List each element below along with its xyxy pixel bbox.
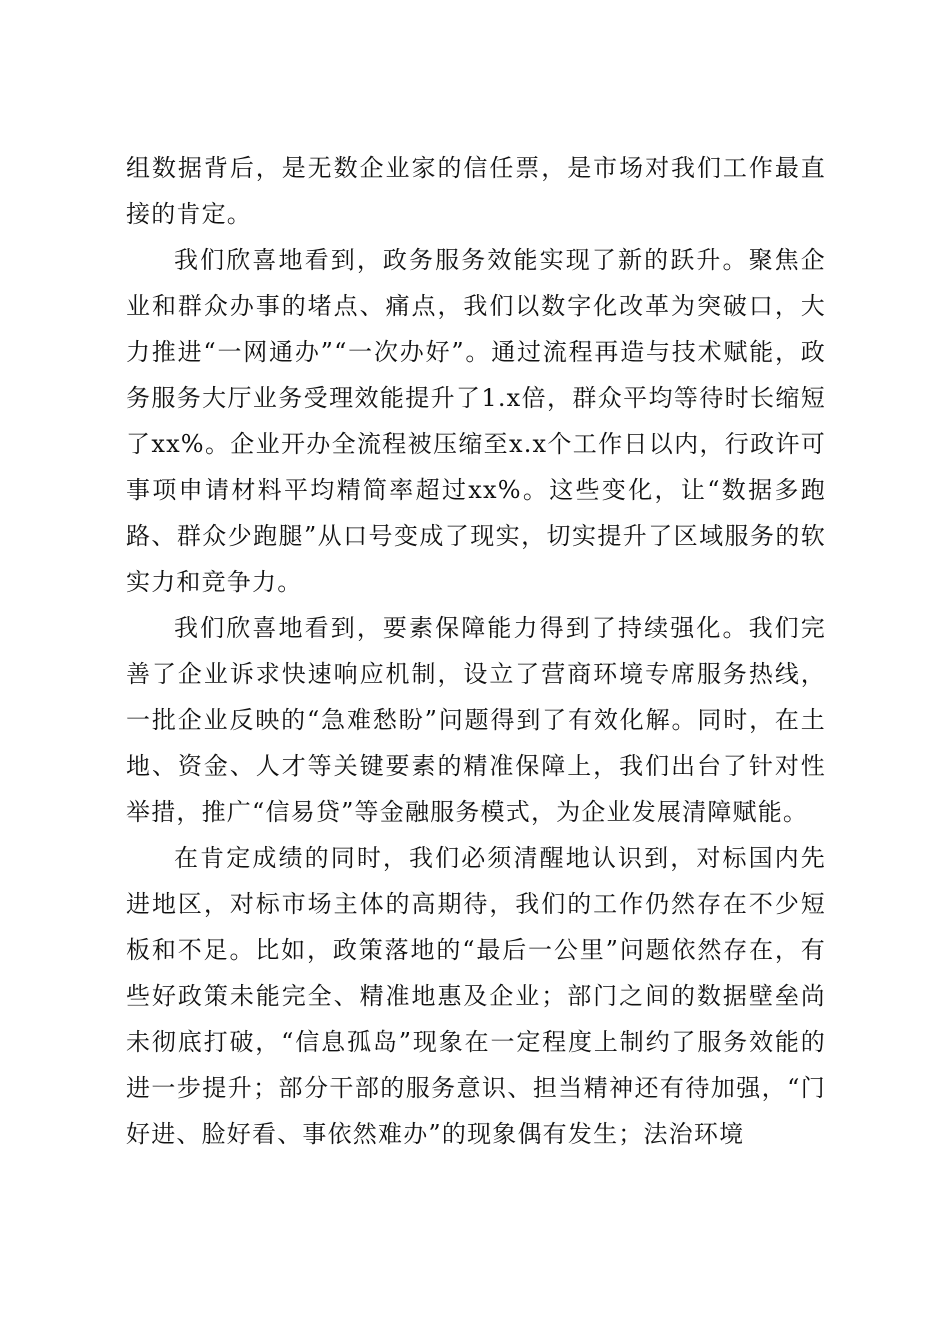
paragraph-factor-guarantee: 我们欣喜地看到，要素保障能力得到了持续强化。我们完善了企业诉求快速响应机制，设立了营商环境专席服务热线，一批企业反映的“急难愁盼”问题得到了有效化解。同时，在土地、资金、人才等关键要素的精准保障上，我们出台了针对性举措，推广“信易贷”等金融服务模式，为企业发展清障赋能。 xyxy=(126,614,826,826)
document-body xyxy=(126,145,826,1157)
paragraph-service-efficiency: 我们欣喜地看到，政务服务效能实现了新的跃升。聚焦企业和群众办事的堵点、痛点，我们以数字化改革为突破口，大力推进“一网通办”“一次办好”。通过流程再造与技术赋能，政务服务大厅业务受理效能提升了1.x倍，群众平均等待时长缩短了xx%。企业开办全流程被压缩至x.x个工作日以内，行政许可事项申请材料平均精简率超过xx%。这些变化，让“数据多跑路、群众少跑腿”从口号变成了现实，切实提升了区域服务的软实力和竞争力。 xyxy=(126,246,826,596)
paragraph-continued: 组数据背后，是无数企业家的信任票，是市场对我们工作最直接的肯定。 xyxy=(126,154,826,228)
paragraph-shortcomings: 在肯定成绩的同时，我们必须清醒地认识到，对标国内先进地区，对标市场主体的高期待，我们的工作仍然存在不少短板和不足。比如，政策落地的“最后一公里”问题依然存在，有些好政策未能完全、精准地惠及企业；部门之间的数据壁垒尚未彻底打破，“信息孤岛”现象在一定程度上制约了服务效能的进一步提升；部分干部的服务意识、担当精神还有待加强，“门好进、脸好看、事依然难办”的现象偶有发生；法治环境 xyxy=(126,844,826,1148)
